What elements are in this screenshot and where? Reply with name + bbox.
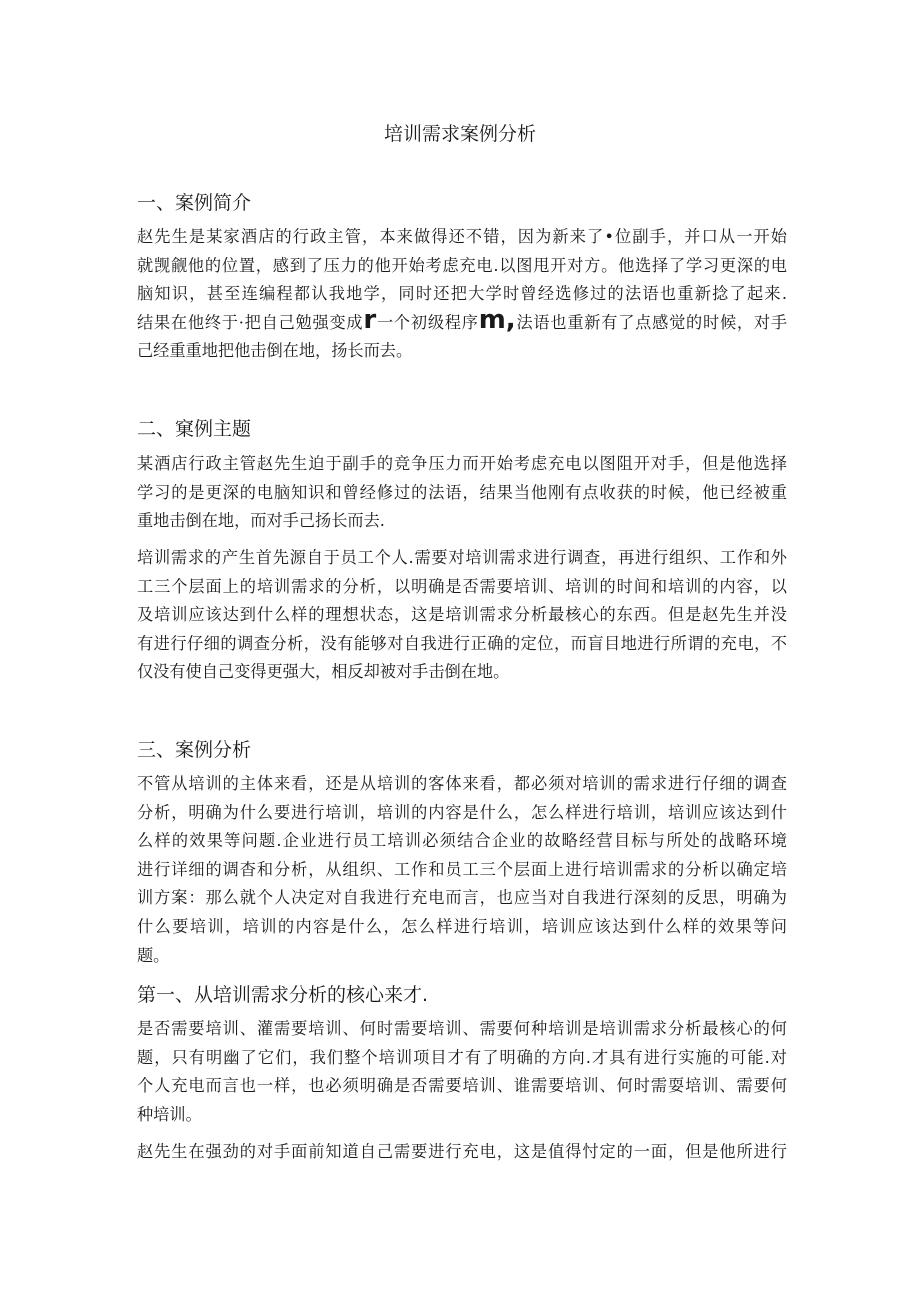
paragraph-line-mixed	[137, 304, 788, 338]
paragraph-line: 赵先生是某家酒店的行政主管，本来做得还不错，因为新来了•位副手，并口从一开始	[137, 227, 787, 246]
section-3-heading: 三、案例分析	[137, 739, 252, 761]
paragraph-line: 分析，明确为什么要进行培训，培训的内容是什么，怎么样进行培训，培训应该达到什	[137, 802, 787, 822]
stray-glyph: r	[363, 304, 377, 335]
section-2-paragraph-1	[137, 450, 787, 536]
paragraph-line: 种培训。	[137, 1104, 202, 1124]
text-run: 结果在他终于·把自己勉强变成	[137, 312, 364, 332]
section-3-paragraph-2	[137, 1015, 787, 1129]
paragraph-line: 重地击倒在地，而对手己扬长而去.	[137, 511, 385, 531]
text-run: 法语也重新有了点感觉的时候，对手	[515, 312, 788, 332]
section-1-heading: 一、案例简介	[137, 192, 252, 214]
section-2-paragraph-2	[137, 544, 787, 687]
section-3-paragraph-3	[137, 1138, 787, 1167]
paragraph-line: 某酒店行政主管赵先生迫于副手的竞争压力而开始考虑充电以图阻开对手，但是他选择	[137, 454, 787, 473]
paragraph-line: 么样的效果等问题.企业进行员工培训必须结合企业的故略经营目标与所处的战略环境	[137, 831, 787, 851]
paragraph-line: 培训需求的产生首先源自于员工个人.需要对培训需求进行调查，再进行组织、工作和外	[137, 548, 787, 567]
paragraph-line: 个人充电而言也一样，也必须明确是否需要培训、谁需要培训、何时需耍培训、需要何	[137, 1076, 787, 1096]
paragraph-line: 题，只有明幽了它们，我们整个培训项目才有了明确的方向.才具有进行实施的可能.对	[137, 1047, 787, 1067]
section-2-heading: 二、窠例主题	[137, 418, 252, 440]
paragraph-line: 题。	[137, 945, 170, 965]
paragraph-line: 工三个层面上的培训需求的分析，以明确是否需要培训、培训的时间和培训的内容，以	[137, 576, 787, 596]
paragraph-line: 己经重重地把他击倒在地，扬长而去。	[137, 341, 413, 361]
section-3-subheading: 第一、从培训需求分析的核心来才.	[137, 984, 429, 1006]
paragraph-line: 就觊觎他的位置，感到了压力的他开始考虑充电.以图甩开对方。他选择了学习更深的电	[137, 255, 787, 275]
paragraph-line: 赵先生在强劲的对手面前知道自己需要进行充电，这是值得忖定的一面，但是他所进行	[137, 1142, 787, 1161]
text-run: 一个初级程序	[376, 312, 479, 332]
paragraph-line: 及培训应该达到什么样的理想状态，这是培训需求分析最核心的东西。但是赵先生并没	[137, 605, 787, 625]
section-3-paragraph-1	[137, 770, 787, 970]
document-title: 培训需求案例分析	[383, 123, 536, 145]
paragraph-line: 学习的是更深的电脑知识和曾经修过的法语，结果当他刚有点收获的时候，他已经被重	[137, 482, 787, 502]
paragraph-line: 训方案：那么就个人决定对自我进行充电而言，也应当对自我进行深刻的反思，明确为	[137, 888, 787, 908]
paragraph-line: 进行详细的调杳和分析，从组织、工作和员工三个层面上进行培训需求的分析以确定培	[137, 859, 787, 879]
paragraph-line: 不管从培训的主体来看，还是从培训的客体来看，都必须对培训的需求进行仔细的调查	[137, 774, 787, 793]
paragraph-line: 是否需要培训、灌需要培训、何时需要培训、需要何种培训是培训需求分析最核心的何	[137, 1019, 787, 1038]
paragraph-line: 仅没有使自己变得更强大，相反却被对手击倒在地。	[137, 662, 510, 682]
paragraph-line: 脑知识，甚至连编程都认我地学，同时还把大学时曾经选修过的法语也重新捻了起来.	[137, 284, 787, 304]
section-1-paragraph	[137, 223, 787, 366]
paragraph-line: 什么要培训，培训的内容是什么，怎么样进行培训，培训应该达到什么样的效果等问	[137, 916, 787, 936]
paragraph-line: 有进行仔细的调查分析，没有能够对自我进行正确的定位，而盲目地进行所谓的充电，不	[137, 633, 787, 653]
stray-glyph: m,	[478, 304, 516, 335]
